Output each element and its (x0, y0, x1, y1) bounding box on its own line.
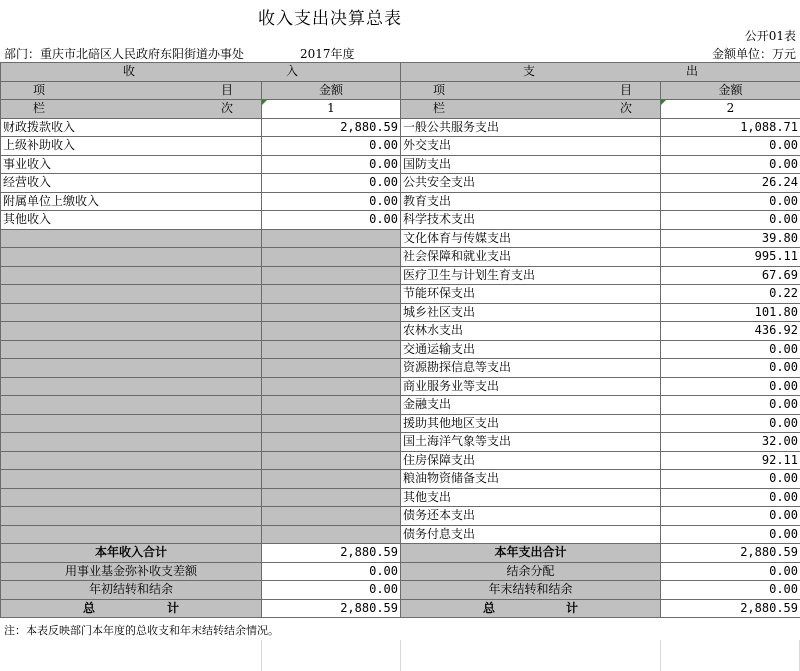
income-total-value: 2,880.59 (262, 544, 401, 563)
expense-item-value: 995.11 (661, 248, 800, 267)
income-section-header: 收 入 (1, 63, 401, 82)
expense-item-value: 0.00 (661, 414, 800, 433)
income-empty-cell (1, 488, 262, 507)
income-empty-cell (262, 285, 401, 304)
grand-total-expense-label: 总 计 (401, 599, 661, 618)
expense-item-value: 0.00 (661, 525, 800, 544)
expense-item-value: 101.80 (661, 303, 800, 322)
income-empty-cell (1, 359, 262, 378)
income-empty-cell (262, 488, 401, 507)
expense-item-value: 0.00 (661, 340, 800, 359)
income-empty-cell (262, 451, 401, 470)
income-empty-cell (262, 414, 401, 433)
empty-grid-area (0, 640, 800, 671)
income-empty-cell (1, 525, 262, 544)
income-item-label: 经营收入 (1, 174, 262, 193)
income-item-value: 0.00 (262, 155, 401, 174)
expense-item-value: 0.00 (661, 470, 800, 489)
income-empty-cell (1, 340, 262, 359)
table-row (1, 340, 800, 359)
begin-balance-value: 0.00 (262, 581, 401, 600)
table-row (1, 470, 800, 489)
income-empty-cell (1, 229, 262, 248)
income-item-label: 财政拨款收入 (1, 118, 262, 137)
expense-item-label: 城乡社区支出 (401, 303, 661, 322)
expense-item-label: 农林水支出 (401, 322, 661, 341)
expense-total-value: 2,880.59 (661, 544, 800, 563)
expense-item-label: 医疗卫生与计划生育支出 (401, 266, 661, 285)
grand-total-income-value: 2,880.59 (262, 599, 401, 618)
expense-item-value: 0.00 (661, 359, 800, 378)
income-empty-cell (1, 377, 262, 396)
expense-item-label: 国土海洋气象等支出 (401, 433, 661, 452)
income-empty-cell (1, 285, 262, 304)
expense-item-value: 0.00 (661, 488, 800, 507)
expense-section-header: 支 出 (401, 63, 800, 82)
income-item-value: 0.00 (262, 137, 401, 156)
expense-item-value: 0.00 (661, 396, 800, 415)
expense-item-value: 32.00 (661, 433, 800, 452)
distribution-label: 结余分配 (401, 562, 661, 581)
income-empty-cell (262, 303, 401, 322)
column-header-row (1, 81, 800, 100)
adjustment-row (1, 562, 800, 581)
expense-item-label: 外交支出 (401, 137, 661, 156)
table-row (1, 137, 800, 156)
table-row (1, 266, 800, 285)
income-empty-cell (262, 470, 401, 489)
expense-item-value: 0.22 (661, 285, 800, 304)
expense-item-label: 其他支出 (401, 488, 661, 507)
expense-item-value: 0.00 (661, 377, 800, 396)
income-empty-cell (1, 451, 262, 470)
expense-item-value: 67.69 (661, 266, 800, 285)
expense-item-label: 社会保障和就业支出 (401, 248, 661, 267)
expense-item-label: 粮油物资储备支出 (401, 470, 661, 489)
expense-item-value: 0.00 (661, 137, 800, 156)
fiscal-year: 2017年度 (300, 47, 355, 61)
income-empty-cell (1, 266, 262, 285)
expense-item-label: 债务付息支出 (401, 525, 661, 544)
table-row (1, 359, 800, 378)
table-row (1, 155, 800, 174)
table-code: 公开01表 (744, 29, 796, 43)
expense-item-value: 436.92 (661, 322, 800, 341)
table-row (1, 525, 800, 544)
table-row (1, 507, 800, 526)
expense-item-value: 0.00 (661, 211, 800, 230)
table-row (1, 488, 800, 507)
grand-total-expense-value: 2,880.59 (661, 599, 800, 618)
expense-item-label: 一般公共服务支出 (401, 118, 661, 137)
income-empty-cell (1, 470, 262, 489)
expense-item-label: 债务还本支出 (401, 507, 661, 526)
income-index-number: 1 (262, 100, 401, 119)
table-row (1, 192, 800, 211)
expense-item-label: 资源勘探信息等支出 (401, 359, 661, 378)
expense-item-label: 公共安全支出 (401, 174, 661, 193)
grand-total-row (1, 599, 800, 618)
income-empty-cell (262, 396, 401, 415)
expense-total-label: 本年支出合计 (401, 544, 661, 563)
column-index-row (1, 100, 800, 119)
expense-index-number: 2 (661, 100, 800, 119)
expense-item-value: 0.00 (661, 192, 800, 211)
expense-item-label: 科学技术支出 (401, 211, 661, 230)
income-empty-cell (262, 322, 401, 341)
end-balance-label: 年末结转和结余 (401, 581, 661, 600)
begin-balance-label: 年初结转和结余 (1, 581, 262, 600)
expense-item-label: 住房保障支出 (401, 451, 661, 470)
expense-item-value: 0.00 (661, 155, 800, 174)
budget-table (0, 62, 800, 618)
income-empty-cell (1, 433, 262, 452)
income-empty-cell (262, 377, 401, 396)
distribution-value: 0.00 (661, 562, 800, 581)
expense-item-label: 金融支出 (401, 396, 661, 415)
expense-item-value: 39.80 (661, 229, 800, 248)
income-total-label: 本年收入合计 (1, 544, 262, 563)
table-row (1, 211, 800, 230)
income-item-value: 0.00 (262, 192, 401, 211)
fund-gap-label: 用事业基金弥补收支差额 (1, 562, 262, 581)
expense-item-label: 援助其他地区支出 (401, 414, 661, 433)
table-row (1, 174, 800, 193)
table-row (1, 451, 800, 470)
table-row (1, 229, 800, 248)
income-empty-cell (262, 229, 401, 248)
expense-item-label: 商业服务业等支出 (401, 377, 661, 396)
table-row (1, 285, 800, 304)
table-row (1, 414, 800, 433)
expense-item-value: 26.24 (661, 174, 800, 193)
income-item-label: 附属单位上缴收入 (1, 192, 262, 211)
amount-unit: 金额单位：万元 (711, 47, 796, 61)
income-item-label: 事业收入 (1, 155, 262, 174)
table-row (1, 396, 800, 415)
department-label: 部门：重庆市北碚区人民政府东阳街道办事处 (4, 47, 245, 61)
table-row (1, 433, 800, 452)
income-amount-header: 金额 (262, 81, 401, 100)
expense-item-label: 文化体育与传媒支出 (401, 229, 661, 248)
expense-item-label: 节能环保支出 (401, 285, 661, 304)
report-title: 收入支出决算总表 (258, 9, 402, 29)
expense-item-value: 0.00 (661, 507, 800, 526)
table-row (1, 248, 800, 267)
expense-index-label: 栏 次 (401, 100, 661, 119)
table-row (1, 322, 800, 341)
income-empty-cell (1, 414, 262, 433)
balance-row (1, 581, 800, 600)
income-empty-cell (1, 322, 262, 341)
total-row (1, 544, 800, 563)
income-empty-cell (262, 248, 401, 267)
expense-item-value: 1,088.71 (661, 118, 800, 137)
income-empty-cell (1, 248, 262, 267)
section-header-row (1, 63, 800, 82)
fund-gap-value: 0.00 (262, 562, 401, 581)
table-row (1, 377, 800, 396)
income-empty-cell (262, 266, 401, 285)
income-empty-cell (262, 507, 401, 526)
income-index-label: 栏 次 (1, 100, 262, 119)
income-empty-cell (262, 340, 401, 359)
footnote: 注：本表反映部门本年度的总收支和年末结转结余情况。 (4, 624, 279, 637)
expense-item-label: 交通运输支出 (401, 340, 661, 359)
income-empty-cell (262, 359, 401, 378)
end-balance-value: 0.00 (661, 581, 800, 600)
expense-item-label: 教育支出 (401, 192, 661, 211)
income-empty-cell (1, 303, 262, 322)
income-item-value: 0.00 (262, 174, 401, 193)
grand-total-income-label: 总 计 (1, 599, 262, 618)
income-item-value: 2,880.59 (262, 118, 401, 137)
income-empty-cell (262, 433, 401, 452)
income-empty-cell (1, 507, 262, 526)
income-empty-cell (262, 525, 401, 544)
expense-item-header: 项 目 (401, 81, 661, 100)
expense-amount-header: 金额 (661, 81, 800, 100)
expense-item-label: 国防支出 (401, 155, 661, 174)
income-empty-cell (1, 396, 262, 415)
expense-item-value: 92.11 (661, 451, 800, 470)
income-item-label: 上级补助收入 (1, 137, 262, 156)
table-row (1, 303, 800, 322)
income-item-value: 0.00 (262, 211, 401, 230)
income-item-header: 项 目 (1, 81, 262, 100)
income-item-label: 其他收入 (1, 211, 262, 230)
table-row (1, 118, 800, 137)
